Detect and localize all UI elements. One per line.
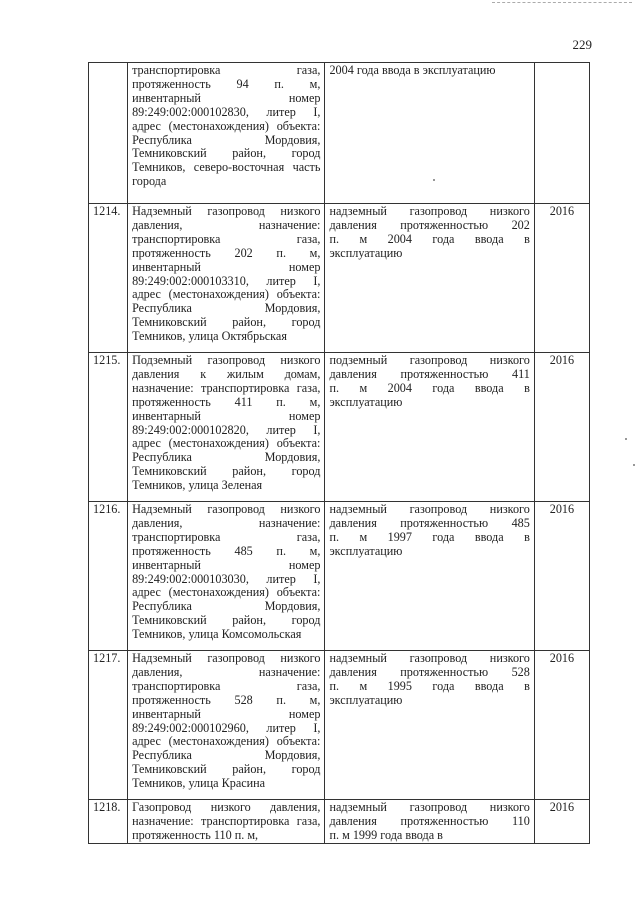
object-description-line: Темников, улица Зеленая bbox=[132, 478, 263, 493]
object-description-line: протяженность 202 п. м, bbox=[132, 245, 321, 260]
object-description bbox=[128, 63, 325, 204]
table-row bbox=[89, 353, 590, 502]
object-description-line: Надземный газопровод низкого bbox=[132, 204, 321, 218]
object-description-line: инвентарный номер bbox=[132, 90, 321, 105]
object-description-line: Республика Мордовия, bbox=[132, 132, 321, 147]
object-description-line: 89:249:002:000102960, литер I, bbox=[132, 720, 321, 735]
registration-year: 2016 bbox=[534, 204, 589, 353]
object-description-line: протяженность 110 п. м, bbox=[132, 827, 259, 842]
object-basis-line: эксплуатацию bbox=[329, 394, 403, 409]
object-description-line: назначение: транспортировка газа, bbox=[132, 380, 321, 395]
object-basis-line: надземный газопровод низкого bbox=[329, 204, 530, 218]
object-basis-line: п. м 1995 года ввода в bbox=[329, 678, 530, 693]
object-description-line: Темников, улица Октябрьская bbox=[132, 329, 287, 344]
object-description-line: Республика Мордовия, bbox=[132, 599, 321, 614]
object-description-line: протяженность 485 п. м, bbox=[132, 543, 321, 558]
object-description-line: Темниковский район, город bbox=[132, 146, 321, 161]
object-basis-line: давления протяженностью 202 bbox=[329, 217, 530, 232]
object-description-line: инвентарный номер bbox=[132, 557, 321, 572]
object-description-line: назначение: транспортировка газа, bbox=[132, 813, 321, 828]
object-description-line: Темников, улица Комсомольская bbox=[132, 627, 302, 642]
object-description-line: Темниковский район, город bbox=[132, 315, 321, 330]
object-description-line: адрес (местонахождения) объекта: bbox=[132, 585, 321, 600]
object-description-line: 89:249:002:000102830, литер I, bbox=[132, 104, 321, 119]
object-description-line: адрес (местонахождения) объекта: bbox=[132, 118, 321, 133]
table-row bbox=[89, 651, 590, 800]
object-description-line: давления, назначение: bbox=[132, 664, 321, 679]
object-basis-line: давления протяженностью 485 bbox=[329, 515, 530, 530]
object-basis-line: эксплуатацию bbox=[329, 245, 403, 260]
object-basis bbox=[325, 651, 534, 800]
object-description-line: Темниковский район, город bbox=[132, 762, 321, 777]
scan-speck bbox=[633, 464, 635, 466]
property-registry-table bbox=[88, 62, 590, 844]
row-number: 1216. bbox=[89, 502, 128, 651]
object-description bbox=[128, 353, 325, 502]
object-basis-line: надземный газопровод низкого bbox=[329, 651, 530, 665]
registration-year: 2016 bbox=[534, 502, 589, 651]
object-basis-line: 2004 года ввода в эксплуатацию bbox=[329, 63, 496, 77]
object-description bbox=[128, 800, 325, 844]
object-description-line: Темниковский район, город bbox=[132, 613, 321, 628]
object-description-line: транспортировка газа, bbox=[132, 529, 321, 544]
object-description bbox=[128, 204, 325, 353]
scan-speck bbox=[625, 438, 627, 440]
object-description-line: Республика Мордовия, bbox=[132, 450, 321, 465]
object-basis-line: п. м 1997 года ввода в bbox=[329, 529, 530, 544]
object-description-line: инвентарный номер bbox=[132, 408, 321, 423]
object-description-line: Темниковский район, город bbox=[132, 464, 321, 479]
object-description-line: адрес (местонахождения) объекта: bbox=[132, 436, 321, 451]
table-row bbox=[89, 502, 590, 651]
object-description-line: Газопровод низкого давления, bbox=[132, 800, 321, 814]
object-description-line: Надземный газопровод низкого bbox=[132, 651, 321, 665]
object-description-line: давления, назначение: bbox=[132, 217, 321, 232]
object-description-line: протяженность 528 п. м, bbox=[132, 692, 321, 707]
row-number: 1215. bbox=[89, 353, 128, 502]
object-description-line: 89:249:002:000103310, литер I, bbox=[132, 273, 321, 288]
object-description-line: давления, назначение: bbox=[132, 515, 321, 530]
object-description-line: Республика Мордовия, bbox=[132, 301, 321, 316]
object-description-line: города bbox=[132, 174, 167, 189]
object-description-line: протяженность 94 п. м, bbox=[132, 76, 321, 91]
object-basis-line: давления протяженностью 411 bbox=[329, 366, 530, 381]
object-description-line: транспортировка газа, bbox=[132, 678, 321, 693]
object-basis-line: надземный газопровод низкого bbox=[329, 502, 530, 516]
registration-year: 2016 bbox=[534, 353, 589, 502]
row-number: 1214. bbox=[89, 204, 128, 353]
registration-year: 2016 bbox=[534, 651, 589, 800]
object-description-line: 89:249:002:000102820, литер I, bbox=[132, 422, 321, 437]
object-description-line: Темников, улица Красина bbox=[132, 776, 266, 791]
object-description bbox=[128, 651, 325, 800]
registration-year: 2016 bbox=[534, 800, 589, 844]
object-description bbox=[128, 502, 325, 651]
object-description-line: адрес (местонахождения) объекта: bbox=[132, 287, 321, 302]
object-basis-line: подземный газопровод низкого bbox=[329, 353, 530, 367]
object-description-line: давления к жилым домам, bbox=[132, 366, 321, 381]
object-description-line: инвентарный номер bbox=[132, 706, 321, 721]
object-description-line: инвентарный номер bbox=[132, 259, 321, 274]
object-basis-line: п. м 2004 года ввода в bbox=[329, 231, 530, 246]
object-basis bbox=[325, 502, 534, 651]
table-row bbox=[89, 204, 590, 353]
object-basis-line: давления протяженностью 110 bbox=[329, 813, 530, 828]
object-basis-line: п. м 1999 года ввода в bbox=[329, 827, 443, 842]
row-number: 1217. bbox=[89, 651, 128, 800]
object-description-line: транспортировка газа, bbox=[132, 63, 321, 77]
object-description-line: протяженность 411 п. м, bbox=[132, 394, 321, 409]
object-description-line: Республика Мордовия, bbox=[132, 748, 321, 763]
object-description-line: Надземный газопровод низкого bbox=[132, 502, 321, 516]
registration-year bbox=[534, 63, 589, 204]
table-row bbox=[89, 800, 590, 844]
object-description-line: 89:249:002:000103030, литер I, bbox=[132, 571, 321, 586]
object-basis-line: эксплуатацию bbox=[329, 543, 403, 558]
object-basis bbox=[325, 353, 534, 502]
page-number: 229 bbox=[572, 37, 592, 52]
object-basis bbox=[325, 204, 534, 353]
object-description-line: Подземный газопровод низкого bbox=[132, 353, 321, 367]
object-basis-line: надземный газопровод низкого bbox=[329, 800, 530, 814]
row-number: 1218. bbox=[89, 800, 128, 844]
object-basis-line: п. м 2004 года ввода в bbox=[329, 380, 530, 395]
scan-artifact bbox=[492, 2, 632, 9]
object-description-line: транспортировка газа, bbox=[132, 231, 321, 246]
object-basis bbox=[325, 800, 534, 844]
object-basis-line: давления протяженностью 528 bbox=[329, 664, 530, 679]
object-basis bbox=[325, 63, 534, 204]
object-description-line: адрес (местонахождения) объекта: bbox=[132, 734, 321, 749]
row-number bbox=[89, 63, 128, 204]
table-row bbox=[89, 63, 590, 204]
object-description-line: Темников, северо-восточная часть bbox=[132, 160, 321, 175]
object-basis-line: эксплуатацию bbox=[329, 692, 403, 707]
